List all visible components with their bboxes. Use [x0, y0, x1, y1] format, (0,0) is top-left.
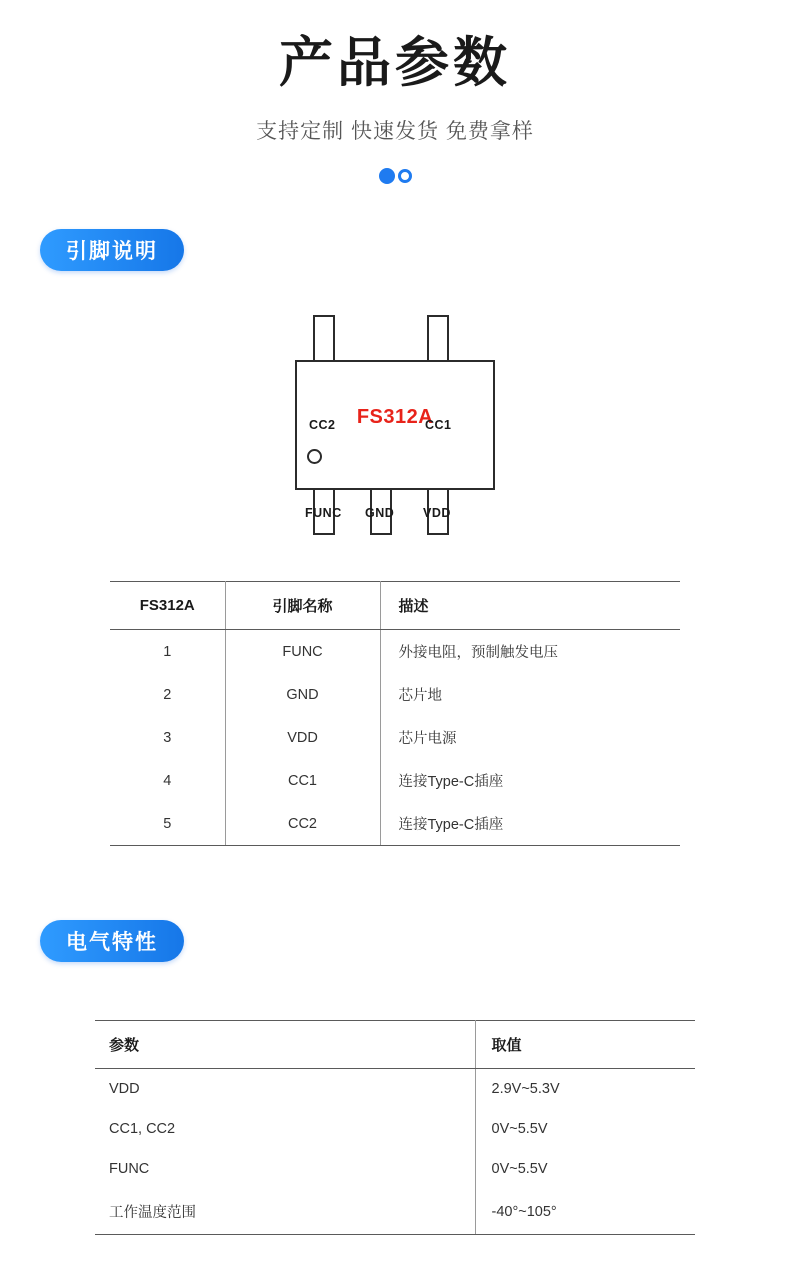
section-header-electrical [0, 920, 790, 962]
pin-name: FUNC [225, 630, 380, 674]
pin-number: 4 [110, 759, 225, 802]
elec-value: -40°~105° [475, 1189, 695, 1235]
elec-param: CC1, CC2 [95, 1109, 475, 1149]
chip-label-cc1: CC1 [425, 418, 452, 433]
chip-label-cc2: CC2 [309, 418, 336, 433]
pin-desc: 连接Type-C插座 [398, 774, 504, 791]
pin-number: 1 [110, 630, 225, 674]
chip-pin1-marker-icon [307, 449, 322, 464]
elec-table-header-value: 取值 [475, 1021, 695, 1069]
filled-circle-icon [379, 168, 395, 184]
chip-part-number: FS312A [356, 406, 434, 429]
chip-pin-leg-top-left [313, 315, 335, 363]
chip-label-gnd: GND [365, 506, 395, 521]
elec-param: VDD [95, 1069, 475, 1110]
elec-value: 0V~5.5V [491, 1161, 548, 1178]
page-header [0, 0, 790, 187]
pin-desc: 连接Type-C插座 [380, 802, 680, 846]
chip-pin-leg-top-right [427, 315, 449, 363]
pin-table-header-desc: 描述 [380, 582, 680, 630]
table-row [95, 1069, 695, 1110]
pin-table [110, 581, 680, 846]
table-row [95, 1149, 695, 1189]
pin-table-header-part: FS312A [110, 582, 225, 630]
table-header-row [95, 1021, 695, 1069]
elec-table-header-param: 参数 [95, 1021, 475, 1069]
elec-param: 工作温度范围 [95, 1189, 475, 1235]
pin-name: CC2 [225, 802, 380, 846]
ring-circle-icon [398, 169, 412, 183]
elec-value: 2.9V~5.3V [491, 1081, 560, 1098]
pin-name: VDD [225, 716, 380, 759]
table-row [95, 1189, 695, 1235]
section-label-electrical: 电气特性 [40, 920, 184, 962]
chip-diagram [0, 315, 790, 535]
pin-number: 3 [110, 716, 225, 759]
page-subtitle: 支持定制 快速发货 免费拿样 [256, 120, 534, 144]
pin-name: CC1 [225, 759, 380, 802]
pin-number: 2 [110, 673, 225, 716]
section-label-pin-description: 引脚说明 [40, 229, 184, 271]
table-row [110, 673, 680, 716]
table-header-row [110, 582, 680, 630]
pin-table-container [110, 581, 680, 846]
electrical-table-container [95, 1020, 695, 1235]
table-row [110, 716, 680, 759]
table-row [110, 630, 680, 674]
electrical-table [95, 1020, 695, 1235]
chip-body [295, 360, 495, 521]
pin-desc: 芯片电源 [398, 731, 457, 748]
decorative-dots [0, 165, 790, 187]
pin-number: 5 [110, 802, 225, 846]
bottom-spacer [0, 1235, 790, 1281]
elec-param: FUNC [95, 1149, 475, 1189]
pin-name: GND [225, 673, 380, 716]
table-row [95, 1109, 695, 1149]
pin-desc: 芯片地 [398, 688, 442, 705]
chip-label-func: FUNC [305, 506, 342, 521]
section-header-pin-description [0, 229, 790, 271]
elec-value: 0V~5.5V [491, 1121, 548, 1138]
table-row [110, 759, 680, 802]
table-row [110, 802, 680, 846]
chip-label-vdd: VDD [423, 506, 451, 521]
pin-desc: 外接电阻，预制触发电压 [398, 645, 558, 662]
pin-table-header-name: 引脚名称 [225, 582, 380, 630]
page-title: 产品参数 [279, 33, 511, 93]
